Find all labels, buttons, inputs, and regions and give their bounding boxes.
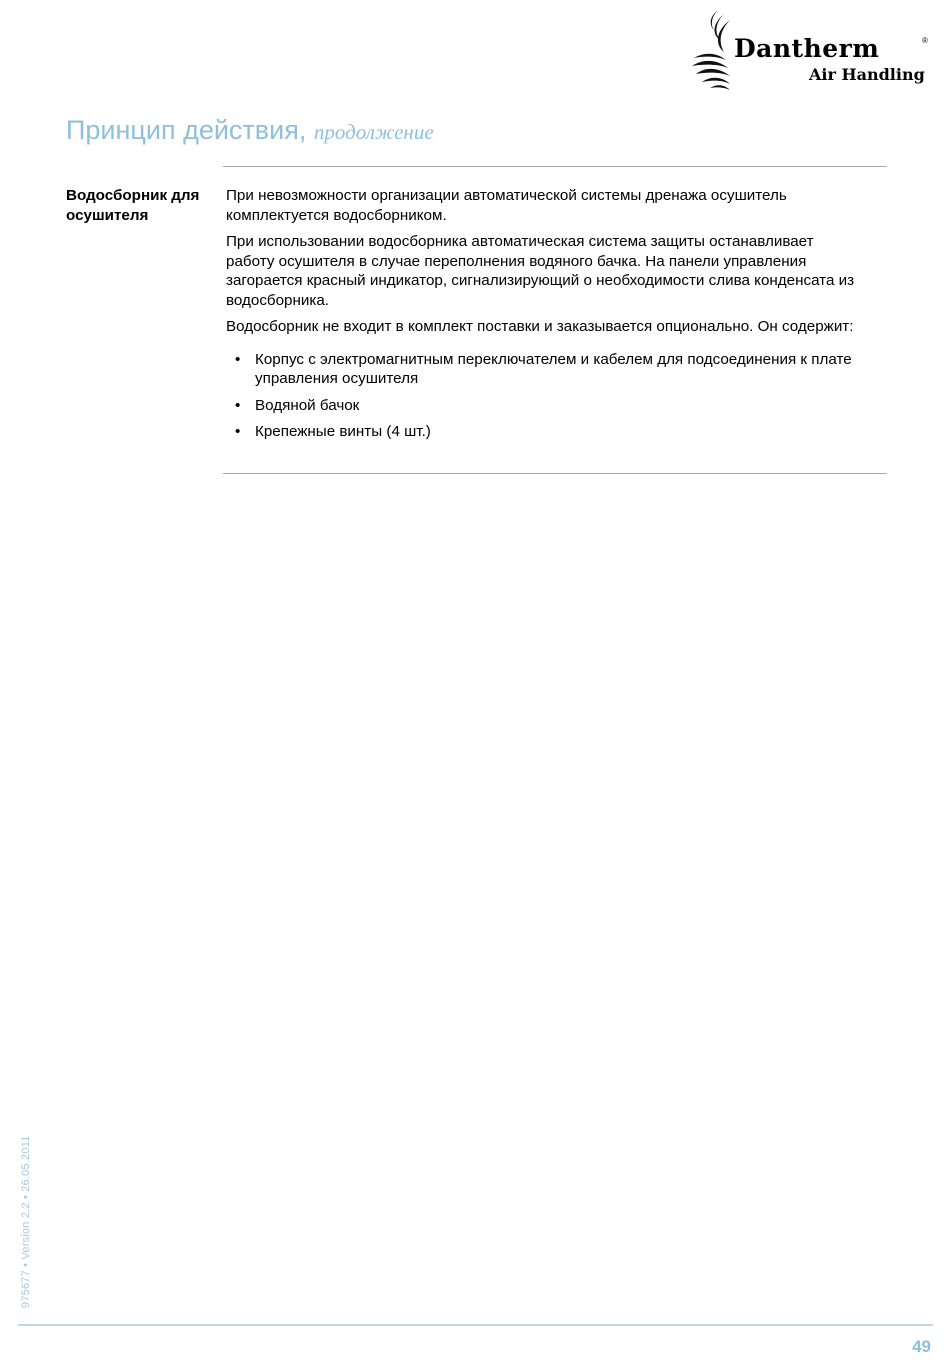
paragraph-3: Водосборник не входит в комплект поставки и заказывается опционально. Он содержит: [226,318,854,335]
section-label: Водосборник для осушителя [66,187,200,224]
page-number: 49 [912,1337,931,1356]
logo-registered-mark: ® [922,36,928,45]
paragraph-2: При использовании водосборника автоматическая система защиты останавливает работу осушителя в случае переполнения водяного бачка. На панели управления загорается красный индикатор, сигнализирующий о необходимости слива конденсата из водосборника. [226,233,855,309]
contents-list [226,350,866,442]
footer-divider [18,1324,933,1326]
bullet-icon: • [235,423,241,440]
page-title [66,114,434,146]
section-top-divider [223,166,887,167]
list-item [226,350,866,389]
logo-subtitle: Air Handling [809,65,925,84]
document-version: 975677 • Version 2.2 • 26.05.2011 [20,1135,32,1308]
list-item [226,422,866,442]
logo-brand-name: Dantherm [734,34,880,63]
list-item-text: Водяной бачок [255,396,360,414]
page-title-main: Принцип действия, [66,115,307,145]
section-bottom-divider [223,473,887,474]
list-item-text: Крепежные винты (4 шт.) [255,423,431,440]
bullet-icon: • [235,396,241,414]
bullet-icon: • [235,350,241,368]
paragraph-1: При невозможности организации автоматической системы дренажа осушитель комплектуется водосборником. [226,187,787,224]
list-item [226,396,866,416]
page-title-continued: продолжение [313,120,434,144]
dantherm-logo [690,6,938,92]
section-body [226,186,866,449]
list-item-text: Корпус с электромагнитным переключателем и кабелем для подсоединения к плате управления осушителя [255,350,852,387]
